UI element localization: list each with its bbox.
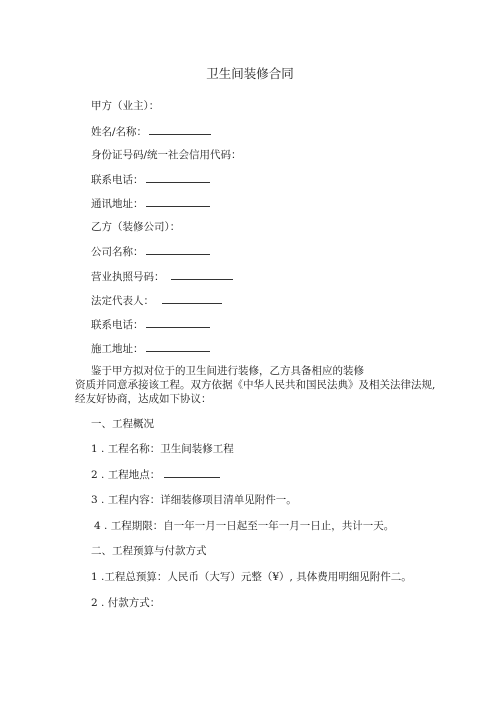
party-b-license-row bbox=[91, 269, 233, 284]
section-1-item-4: 4 . 工程期限：自一年一月一日起至一年一月一日止，共计一天。 bbox=[94, 520, 395, 532]
preamble-line-1: 鉴于甲方拟对位于的卫生间进行装修，乙方具备相应的装修 bbox=[91, 365, 364, 377]
preamble-line-2: 资质并同意承接该工程。双方依据《中华人民共和国民法典》及相关法律法规, bbox=[75, 379, 436, 391]
party-b-phone-row bbox=[91, 317, 210, 332]
party-a-address-label: 通讯地址： bbox=[91, 198, 144, 210]
section-1-item-3: 3 . 工程内容：详细装修项目清单见附件一。 bbox=[91, 494, 297, 506]
party-a-heading: 甲方（业主）： bbox=[91, 100, 160, 112]
work-location-blank bbox=[164, 467, 220, 478]
party-b-legal-rep-row bbox=[91, 293, 222, 308]
party-a-name-row bbox=[91, 124, 211, 139]
preamble-line-3: 经友好协商，达成如下协议： bbox=[75, 393, 212, 405]
section-2-item-1: 1 .工程总预算：人民币（大写）元整（¥）, 具体费用明细见附件二。 bbox=[91, 571, 412, 583]
party-b-phone-blank bbox=[146, 317, 210, 328]
document-title: 卫生间装修合同 bbox=[206, 66, 294, 81]
party-b-license-label: 营业执照号码： bbox=[91, 271, 165, 283]
party-b-company-label: 公司名称： bbox=[91, 246, 144, 258]
section-2-item-2: 2 . 付款方式： bbox=[91, 597, 161, 609]
party-a-name-blank bbox=[149, 124, 211, 135]
party-a-name-label: 姓名/名称： bbox=[91, 126, 148, 138]
party-b-site-row bbox=[91, 341, 210, 356]
section-1-heading: 一、工程概况 bbox=[91, 418, 154, 430]
party-a-phone-row bbox=[91, 172, 210, 187]
party-a-id-label: 身份证号码/统一社会信用代码： bbox=[91, 149, 242, 161]
party-b-site-label: 施工地址： bbox=[91, 343, 144, 355]
party-a-address-blank bbox=[146, 196, 210, 207]
party-b-license-blank bbox=[171, 269, 233, 280]
party-b-legal-rep-blank bbox=[162, 293, 222, 304]
section-2-heading: 二、工程预算与付款方式 bbox=[91, 545, 207, 557]
party-b-site-blank bbox=[146, 341, 210, 352]
party-b-heading: 乙方（装修公司）： bbox=[91, 221, 181, 233]
party-a-phone-blank bbox=[146, 172, 210, 183]
party-b-company-blank bbox=[146, 244, 210, 255]
party-b-company-row bbox=[91, 244, 210, 259]
section-1-item-1: 1 . 工程名称：卫生间装修工程 bbox=[91, 443, 234, 455]
section-1-item-2-label: 2 . 工程地点： bbox=[91, 469, 161, 481]
party-b-legal-rep-label: 法定代表人： bbox=[91, 295, 154, 307]
party-a-address-row bbox=[91, 196, 210, 211]
party-a-phone-label: 联系电话： bbox=[91, 174, 144, 186]
party-b-phone-label: 联系电话： bbox=[91, 319, 144, 331]
section-1-item-2-row bbox=[91, 467, 220, 482]
